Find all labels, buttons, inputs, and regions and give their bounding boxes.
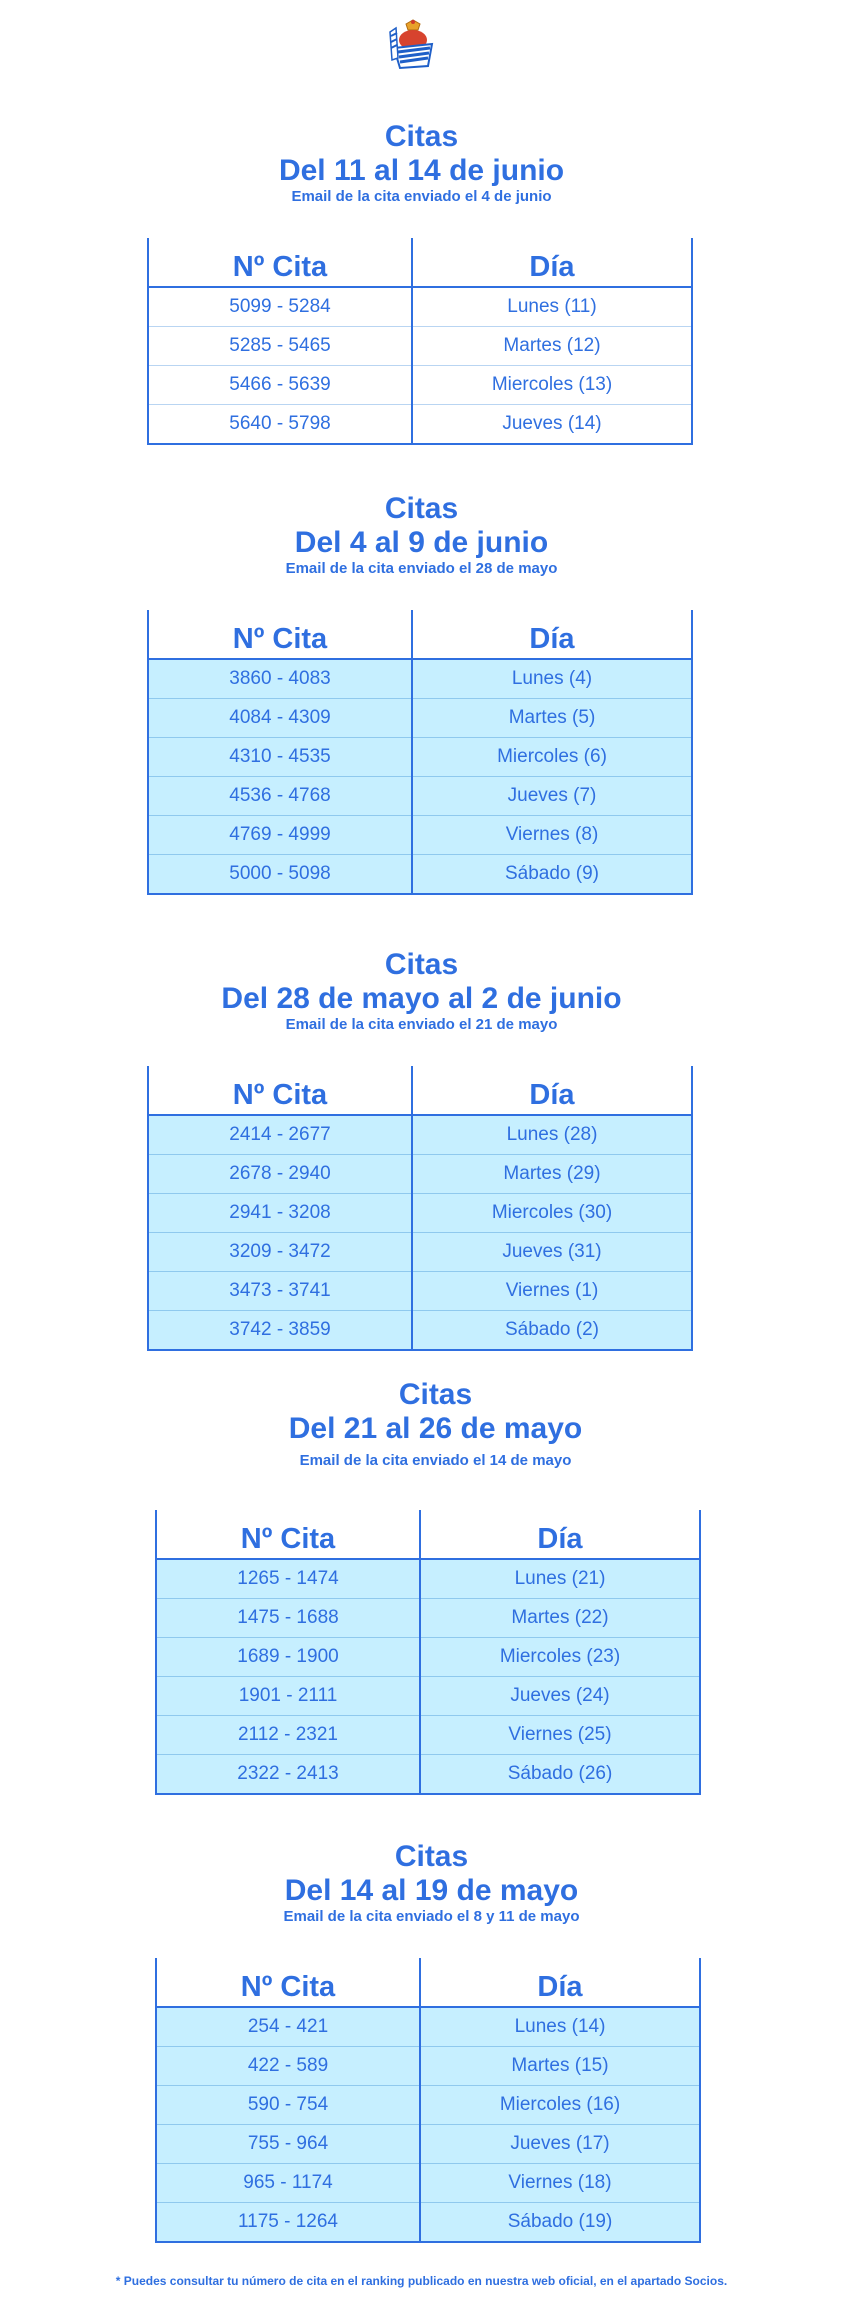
cita-range: 1901 - 2111 <box>156 1677 420 1716</box>
cita-day: Jueves (7) <box>412 777 692 816</box>
cita-range: 755 - 964 <box>156 2125 420 2164</box>
table-row <box>148 699 692 738</box>
section-email-note: Email de la cita enviado el 21 de mayo <box>285 1016 558 1033</box>
cita-range: 2678 - 2940 <box>148 1155 412 1194</box>
cita-range: 5640 - 5798 <box>148 405 412 445</box>
cita-range: 4084 - 4309 <box>148 699 412 738</box>
cita-day: Lunes (11) <box>412 287 692 327</box>
table-row <box>148 405 692 445</box>
cita-range: 1175 - 1264 <box>156 2203 420 2243</box>
cita-day: Martes (5) <box>412 699 692 738</box>
cita-day: Lunes (4) <box>412 659 692 699</box>
cita-range: 254 - 421 <box>156 2007 420 2047</box>
cita-range: 1689 - 1900 <box>156 1638 420 1677</box>
col-header-cita: Nº Cita <box>148 238 412 287</box>
section-title: Citas <box>384 948 459 981</box>
table-row <box>148 659 692 699</box>
cita-range: 4536 - 4768 <box>148 777 412 816</box>
table-row <box>148 327 692 366</box>
cita-range: 3473 - 3741 <box>148 1272 412 1311</box>
section-range: Del 21 al 26 de mayo <box>288 1412 583 1445</box>
cita-range: 2112 - 2321 <box>156 1716 420 1755</box>
table-row <box>148 855 692 895</box>
table-row <box>156 1755 700 1795</box>
citas-section-4 <box>14 1378 843 1470</box>
table-row <box>156 1638 700 1677</box>
cita-day: Miercoles (30) <box>412 1194 692 1233</box>
cita-day: Jueves (14) <box>412 405 692 445</box>
cita-range: 1475 - 1688 <box>156 1599 420 1638</box>
table-row <box>156 2125 700 2164</box>
cita-day: Sábado (19) <box>420 2203 700 2243</box>
cita-day: Sábado (2) <box>412 1311 692 1351</box>
cita-day: Viernes (25) <box>420 1716 700 1755</box>
table-row <box>148 1272 692 1311</box>
table-row <box>156 2047 700 2086</box>
citas-section-2 <box>0 492 843 578</box>
table-row <box>156 2164 700 2203</box>
cita-day: Sábado (26) <box>420 1755 700 1795</box>
section-title: Citas <box>384 120 459 153</box>
col-header-dia: Día <box>412 610 692 659</box>
cita-range: 2322 - 2413 <box>156 1755 420 1795</box>
citas-section-3 <box>0 948 843 1034</box>
club-crest-icon <box>386 18 440 72</box>
table-row <box>148 816 692 855</box>
cita-day: Lunes (14) <box>420 2007 700 2047</box>
table-row <box>148 366 692 405</box>
cita-range: 590 - 754 <box>156 2086 420 2125</box>
table-row <box>148 1194 692 1233</box>
table-row <box>148 287 692 327</box>
cita-range: 5466 - 5639 <box>148 366 412 405</box>
citas-table-1 <box>147 238 693 445</box>
col-header-dia: Día <box>420 1510 700 1559</box>
table-row <box>148 738 692 777</box>
cita-range: 3860 - 4083 <box>148 659 412 699</box>
table-row <box>156 2203 700 2243</box>
section-email-note: Email de la cita enviado el 14 de mayo <box>299 1452 572 1469</box>
citas-table-2 <box>147 610 693 895</box>
cita-range: 4310 - 4535 <box>148 738 412 777</box>
table-row <box>156 2007 700 2047</box>
section-email-note: Email de la cita enviado el 28 de mayo <box>285 560 558 577</box>
cita-day: Viernes (8) <box>412 816 692 855</box>
col-header-cita: Nº Cita <box>156 1510 420 1559</box>
col-header-dia: Día <box>420 1958 700 2007</box>
section-email-note: Email de la cita enviado el 8 y 11 de mayo <box>283 1908 580 1925</box>
cita-range: 422 - 589 <box>156 2047 420 2086</box>
cita-range: 2414 - 2677 <box>148 1115 412 1155</box>
cita-day: Martes (12) <box>412 327 692 366</box>
citas-table-5 <box>155 1958 701 2243</box>
citas-section-1 <box>0 120 843 206</box>
cita-day: Lunes (21) <box>420 1559 700 1599</box>
cita-day: Miercoles (16) <box>420 2086 700 2125</box>
table-row <box>156 2086 700 2125</box>
citas-table-3 <box>147 1066 693 1351</box>
table-row <box>156 1677 700 1716</box>
col-header-cita: Nº Cita <box>148 610 412 659</box>
cita-day: Martes (15) <box>420 2047 700 2086</box>
table-row <box>148 1115 692 1155</box>
cita-day: Sábado (9) <box>412 855 692 895</box>
section-title: Citas <box>384 492 459 525</box>
cita-day: Martes (22) <box>420 1599 700 1638</box>
cita-day: Viernes (1) <box>412 1272 692 1311</box>
cita-range: 3209 - 3472 <box>148 1233 412 1272</box>
cita-day: Jueves (17) <box>420 2125 700 2164</box>
citas-section-5 <box>10 1840 843 1926</box>
section-email-note: Email de la cita enviado el 4 de junio <box>291 188 552 205</box>
cita-range: 2941 - 3208 <box>148 1194 412 1233</box>
section-range: Del 14 al 19 de mayo <box>284 1874 579 1907</box>
cita-range: 1265 - 1474 <box>156 1559 420 1599</box>
cita-day: Miercoles (6) <box>412 738 692 777</box>
section-range: Del 4 al 9 de junio <box>294 526 549 559</box>
cita-day: Viernes (18) <box>420 2164 700 2203</box>
cita-day: Martes (29) <box>412 1155 692 1194</box>
cita-range: 5285 - 5465 <box>148 327 412 366</box>
section-range: Del 11 al 14 de junio <box>278 154 565 187</box>
cita-range: 4769 - 4999 <box>148 816 412 855</box>
cita-day: Miercoles (23) <box>420 1638 700 1677</box>
table-row <box>156 1559 700 1599</box>
cita-day: Miercoles (13) <box>412 366 692 405</box>
col-header-cita: Nº Cita <box>148 1066 412 1115</box>
cita-day: Lunes (28) <box>412 1115 692 1155</box>
table-row <box>156 1716 700 1755</box>
table-row <box>156 1599 700 1638</box>
col-header-cita: Nº Cita <box>156 1958 420 2007</box>
table-row <box>148 1155 692 1194</box>
cita-range: 5000 - 5098 <box>148 855 412 895</box>
cita-day: Jueves (24) <box>420 1677 700 1716</box>
col-header-dia: Día <box>412 238 692 287</box>
table-row <box>148 777 692 816</box>
col-header-dia: Día <box>412 1066 692 1115</box>
table-row <box>148 1233 692 1272</box>
cita-range: 3742 - 3859 <box>148 1311 412 1351</box>
section-range: Del 28 de mayo al 2 de junio <box>221 982 622 1015</box>
footnote: * Puedes consultar tu número de cita en el ranking publicado en nuestra web oficial, en el apartado Socios. <box>115 2274 728 2288</box>
section-title: Citas <box>394 1840 469 1873</box>
section-title: Citas <box>398 1378 473 1411</box>
cita-range: 965 - 1174 <box>156 2164 420 2203</box>
cita-range: 5099 - 5284 <box>148 287 412 327</box>
cita-day: Jueves (31) <box>412 1233 692 1272</box>
citas-table-4 <box>155 1510 701 1795</box>
table-row <box>148 1311 692 1351</box>
